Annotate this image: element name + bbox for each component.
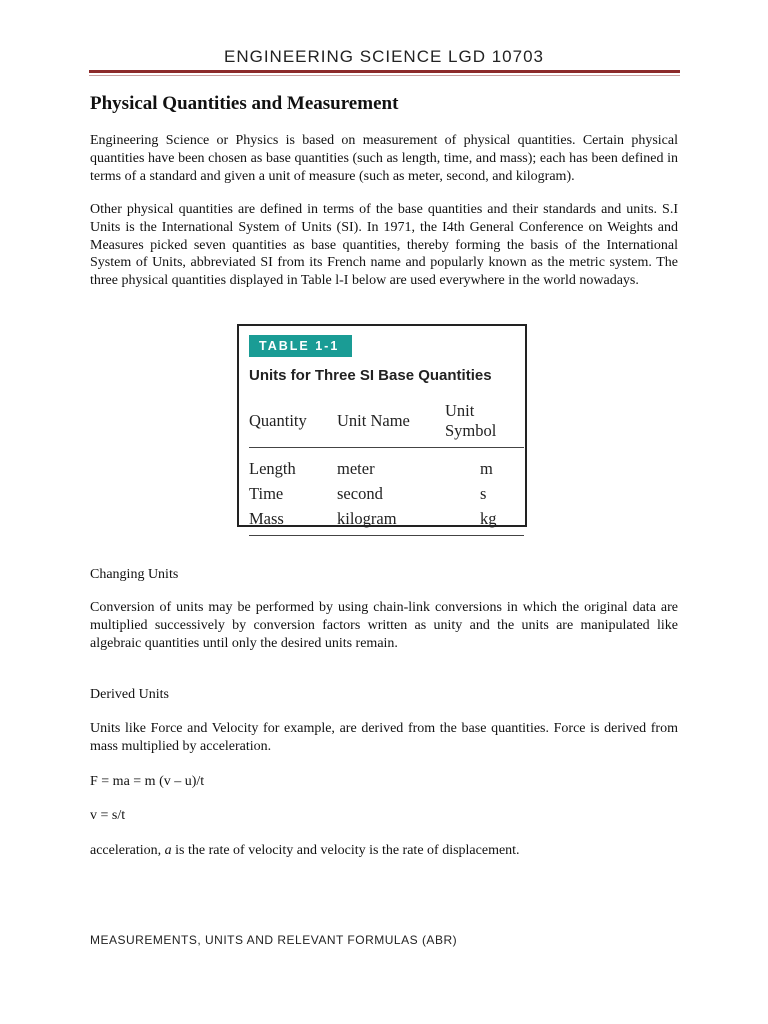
table-row (249, 448, 524, 482)
acceleration-definition (90, 843, 520, 859)
cell-unit-symbol: kg (445, 506, 524, 536)
header-divider-secondary (89, 75, 680, 76)
force-formula: F = ma = m (v – u)/t (90, 774, 205, 789)
changing-units-paragraph: Conversion of units may be performed by using chain-link conversions in which the original data are multiplied successively by conversion factors written as unity and the units are manipulated like algebraic quantities until only the desired units remain. (90, 600, 678, 651)
page-header-title: ENGINEERING SCIENCE LGD 10703 (224, 47, 544, 66)
cell-unit-name: kilogram (337, 506, 445, 536)
table-row (249, 481, 524, 506)
cell-unit-name: second (337, 483, 383, 503)
cell-unit-symbol: m (480, 458, 493, 478)
page-footer: MEASUREMENTS, UNITS AND RELEVANT FORMULAS (ABR) (90, 933, 458, 947)
table-row (249, 506, 524, 536)
document-heading: Physical Quantities and Measurement (90, 93, 399, 114)
cell-quantity: Time (249, 483, 284, 503)
cell-quantity: Length (249, 458, 296, 478)
header-quantity: Quantity (249, 398, 337, 448)
acceleration-suffix: is the rate of velocity and velocity is the rate of displacement. (171, 843, 520, 858)
cell-quantity: Mass (249, 506, 337, 536)
si-paragraph: Other physical quantities are defined in terms of the base quantities and their standards and units. S.I Units is the International System of Units (SI). In 1971, the I4th General Conference on Weights and Measures picked seven quantities as base quantities, thereby forming the basis of the International System of Units, abbreviated SI from its French name and popularly known as the metric system. The three physical quantities displayed in Table l-I below are used everywhere in the world nowadays. (90, 202, 678, 289)
table-caption: Units for Three SI Base Quantities (249, 367, 492, 384)
si-units-table (249, 398, 524, 536)
derived-units-paragraph: Units like Force and Velocity for example, are derived from the base quantities. Force is derived from mass multiplied by acceleration. (90, 721, 678, 754)
derived-units-title: Derived Units (90, 687, 169, 702)
header-divider (89, 70, 680, 73)
table-header-row (249, 398, 524, 448)
header-unit-name: Unit Name (337, 398, 445, 448)
table-label: TABLE 1-1 (249, 335, 352, 357)
acceleration-prefix: acceleration, (90, 843, 165, 858)
cell-unit-name: meter (337, 458, 375, 478)
acceleration-variable: a (164, 843, 172, 858)
cell-unit-symbol: s (480, 483, 487, 503)
changing-units-title: Changing Units (90, 567, 179, 582)
si-units-table-figure (237, 324, 527, 527)
velocity-formula: v = s/t (90, 808, 126, 823)
intro-paragraph: Engineering Science or Physics is based on measurement of physical quantities. Certain physical quantities have been chosen as base quantities (such as length, time, and mass); each has been defined in terms of a standard and given a unit of measure (such as meter, second, and kilogram). (90, 133, 678, 184)
header-unit-symbol: Unit Symbol (445, 398, 524, 448)
